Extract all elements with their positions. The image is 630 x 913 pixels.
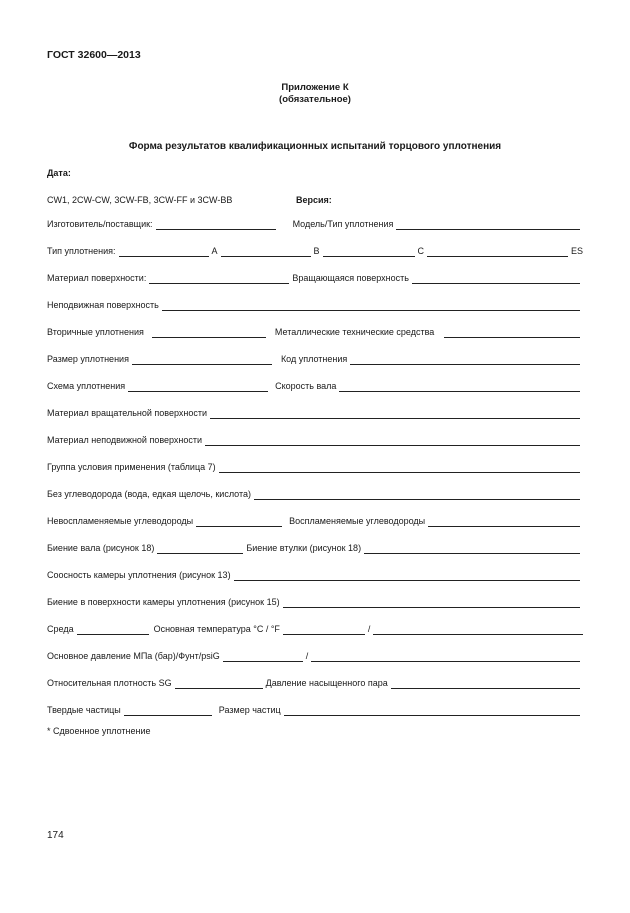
pressure-slash: / — [305, 651, 309, 661]
pressure-mpa-field[interactable] — [223, 652, 303, 662]
vapor-pressure-field[interactable] — [391, 679, 580, 689]
rotating-material-label: Материал вращательной поверхности — [47, 408, 207, 418]
stationary-material-label: Материал неподвижной поверхности — [47, 435, 203, 445]
sleeve-runout-field[interactable] — [364, 544, 580, 554]
solids-field[interactable] — [124, 706, 212, 716]
page-number: 174 — [47, 830, 64, 841]
application-group-field[interactable] — [219, 463, 580, 473]
rotating-face-field[interactable] — [412, 274, 580, 284]
stationary-face-label: Неподвижная поверхность — [47, 300, 159, 310]
face-material-label: Материал поверхности: — [47, 273, 147, 283]
form-row-manufacturer — [47, 217, 583, 230]
seal-size-field[interactable] — [132, 355, 272, 365]
form-row-stationary-face — [47, 298, 583, 311]
shaft-speed-field[interactable] — [339, 382, 580, 392]
nonflammable-label: Невоспламеняемые углеводороды — [47, 516, 194, 526]
seal-code-field[interactable] — [350, 355, 580, 365]
temp-f-field[interactable] — [373, 625, 583, 635]
flammable-field[interactable] — [428, 517, 580, 527]
model-label: Модель/Тип уплотнения — [292, 219, 394, 229]
option-es-label: ES — [570, 246, 583, 256]
seal-type-c-field[interactable] — [323, 247, 415, 257]
seal-size-label: Размер уплотнения — [47, 354, 129, 364]
manufacturer-label: Изготовитель/поставщик: — [47, 219, 153, 229]
date-label: Дата: — [47, 168, 71, 178]
application-group-label: Группа условия применения (таблица 7) — [47, 462, 216, 472]
secondary-seals-label: Вторичные уплотнения — [47, 327, 144, 337]
relative-density-field[interactable] — [175, 679, 263, 689]
base-temp-label: Основная температура °C / °F — [153, 624, 280, 634]
form-row-runout — [47, 541, 583, 554]
annex-title: Приложение К — [281, 82, 349, 93]
nonflammable-field[interactable] — [196, 517, 282, 527]
form-row-secondary-seals — [47, 325, 583, 338]
rotating-material-field[interactable] — [210, 409, 580, 419]
seal-type-a-field[interactable] — [119, 247, 209, 257]
option-a-label: A — [211, 246, 218, 256]
form-row-application-group — [47, 460, 583, 473]
pressure-psi-field[interactable] — [311, 652, 580, 662]
metal-hardware-label: Металлические технические средства — [274, 327, 435, 337]
face-material-field[interactable] — [149, 274, 289, 284]
temp-c-field[interactable] — [283, 625, 365, 635]
flammable-label: Воспламеняемые углеводороды — [289, 516, 426, 526]
form-row-face-material — [47, 271, 583, 284]
option-b-label: B — [313, 246, 320, 256]
rotating-face-label: Вращающаяся поверхность — [292, 273, 409, 283]
form-row-stationary-material — [47, 433, 583, 446]
seal-type-label: Тип уплотнения: — [47, 246, 116, 256]
sleeve-runout-label: Биение втулки (рисунок 18) — [246, 543, 362, 553]
form-row-chamber-coaxiality — [47, 568, 583, 581]
chamber-coaxiality-label: Соосность камеры уплотнения (рисунок 13) — [47, 570, 231, 580]
standard-header: ГОСТ 32600—2013 — [47, 49, 141, 61]
seal-type-es-field[interactable] — [427, 247, 568, 257]
form-row-seal-size — [47, 352, 583, 365]
form-row-rotating-material — [47, 406, 583, 419]
version-label: Версия: — [296, 195, 332, 205]
secondary-seals-field[interactable] — [152, 328, 266, 338]
shaft-runout-label: Биение вала (рисунок 18) — [47, 543, 155, 553]
medium-field[interactable] — [77, 625, 149, 635]
stationary-material-field[interactable] — [205, 436, 580, 446]
temp-slash: / — [367, 624, 371, 634]
medium-label: Среда — [47, 624, 74, 634]
shaft-speed-label: Скорость вала — [275, 381, 337, 391]
stationary-face-field[interactable] — [162, 301, 580, 311]
no-hydrocarbon-field[interactable] — [254, 490, 580, 500]
seal-code-label: Код уплотнения — [280, 354, 348, 364]
form-row-medium-temp — [47, 622, 583, 635]
chamber-coaxiality-field[interactable] — [234, 571, 580, 581]
chamber-face-runout-label: Биение в поверхности камеры уплотнения (рисунок 15) — [47, 597, 280, 607]
particle-size-label: Размер частиц — [218, 705, 281, 715]
form-row-seal-scheme — [47, 379, 583, 392]
base-pressure-label: Основное давление МПа (бар)/Фунт/psiG — [47, 651, 220, 661]
annex-status: (обязательное) — [279, 94, 351, 105]
seal-scheme-field[interactable] — [128, 382, 268, 392]
particle-size-field[interactable] — [284, 706, 580, 716]
solids-label: Твердые частицы — [47, 705, 121, 715]
form-row-no-hydrocarbon — [47, 487, 583, 500]
seal-types-text: CW1, 2CW-CW, 3CW-FB, 3CW-FF и 3CW-BB — [47, 195, 233, 205]
form-row-solids — [47, 703, 583, 716]
annex-heading — [0, 82, 630, 106]
form-row-seal-type — [47, 244, 583, 257]
chamber-face-runout-field[interactable] — [283, 598, 580, 608]
seal-scheme-label: Схема уплотнения — [47, 381, 126, 391]
form-row-chamber-face-runout — [47, 595, 583, 608]
model-field[interactable] — [396, 220, 580, 230]
form-row-hydrocarbons — [47, 514, 583, 527]
vapor-pressure-label: Давление насыщенного пара — [265, 678, 388, 688]
option-c-label: C — [417, 246, 425, 256]
footnote: * Сдвоенное уплотнение — [47, 726, 151, 736]
form-row-density — [47, 676, 583, 689]
manufacturer-field[interactable] — [156, 220, 276, 230]
form-title: Форма результатов квалификационных испытаний торцового уплотнения — [128, 141, 502, 152]
seal-type-b-field[interactable] — [221, 247, 311, 257]
relative-density-label: Относительная плотность SG — [47, 678, 172, 688]
shaft-runout-field[interactable] — [157, 544, 243, 554]
form-row-base-pressure — [47, 649, 583, 662]
no-hydrocarbon-label: Без углеводорода (вода, едкая щелочь, кислота) — [47, 489, 252, 499]
metal-hardware-field[interactable] — [444, 328, 580, 338]
